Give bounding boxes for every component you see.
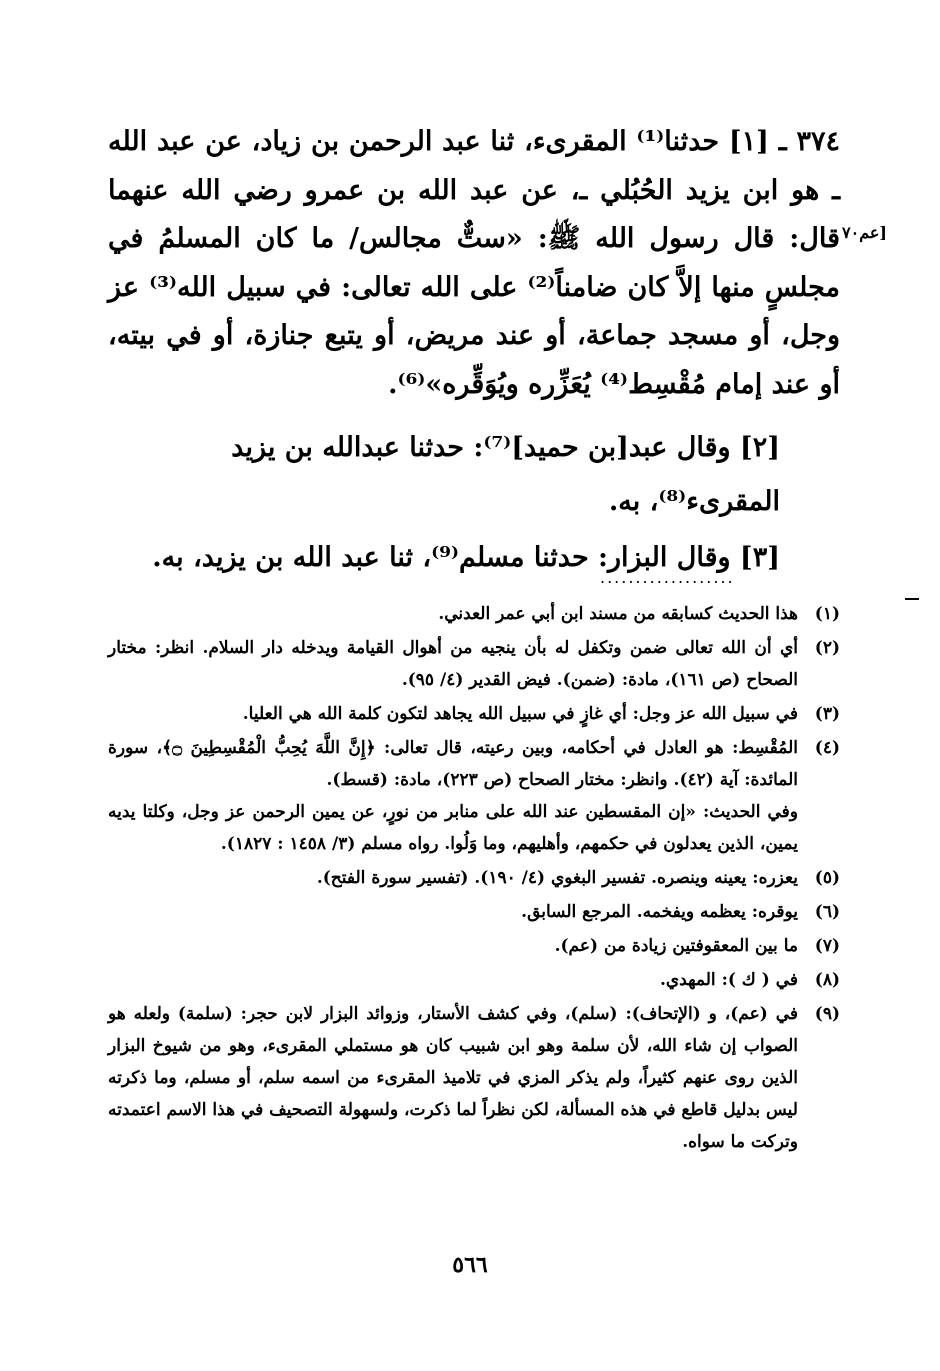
footnote-text: هذا الحديث كسابقه من مسند ابن أبي عمر العدني. <box>438 604 798 624</box>
footnote-text-continued: وفي الحديث: «إن المقسطين عند الله على منابر من نورٍ، عن يمين الرحمن عز وجل، وكلتا يديه يمين، الذين يعدلون في حكمهم، وأهليهم، وما وَلُوا. رواه مسلم (٣/ ١٤٥٨ : ١٨٢٧). <box>108 802 798 854</box>
footnote-text: في ( ك ): المهدي. <box>659 970 798 990</box>
footnote-number: (٩) <box>814 1004 840 1024</box>
footnote-separator: ................... <box>600 568 735 587</box>
footnote <box>108 598 840 630</box>
footnotes <box>108 598 840 1160</box>
margin-tick <box>905 598 919 600</box>
footnote-text: المُقْسِط: هو العادل في أحكامه، وبين رعيته، قال تعالى: ﴿إِنَّ اللَّهَ يُحِبُّ الْمُقْسِطِينَ ۝﴾، سورة المائدة: آية (٤٢). وانظر: مختار الصحاح (ص ٢٢٣)، مادة: (قسط). <box>108 738 799 790</box>
footnote <box>108 732 840 860</box>
footnote-text: ما بين المعقوفتين زيادة من (عم). <box>554 936 798 956</box>
footnote-number: (١) <box>814 604 840 624</box>
footnote-number: (٤) <box>814 738 840 758</box>
footnote-number: (٥) <box>814 868 840 888</box>
footnote-number: (٧) <box>814 936 840 956</box>
footnote <box>108 964 840 996</box>
footnote-number: (٢) <box>814 638 840 658</box>
page-number: ٥٦٦ <box>452 1252 488 1278</box>
manuscript-margin-note: [عم٧٠ <box>842 223 887 242</box>
footnote <box>108 862 840 894</box>
chain-3: [٣] وقال البزار: حدثنا مسلم⁽⁹⁾، ثنا عبد الله بن يزيد، به. <box>152 542 780 573</box>
footnote-text-block <box>108 732 798 860</box>
footnote-text: يعزره: يعينه وينصره. تفسير البغوي (٤/ ١٩٠). (تفسير سورة الفتح). <box>316 868 798 888</box>
footnote <box>108 896 840 928</box>
hadith-text: ٣٧٤ ـ [١] حدثنا⁽¹⁾ المقرىء، ثنا عبد الرحمن بن زياد، عن عبد الله ـ هو ابن يزيد الحُبُلي ـ، عن عبد الله بن عمرو رضي الله عنهما قال: قال رسول الله ﷺ: «ستٌّ مجالس/ ما كان المسلمُ في مجلسٍ منها إلاَّ كان ضامناً⁽²⁾ على الله تعالى: في سبيل الله⁽³⁾ عز وجل، أو مسجد جماعة، أو عند مريض، أو يتبع جنازة، أو في بيته، أو عند إمام مُقْسِط⁽⁴⁾ يُعَزِّره ويُوَقِّره»⁽⁶⁾. <box>108 126 841 400</box>
footnote-text: في سبيل الله عز وجل: أي غازٍ في سبيل الله يجاهد لتكون كلمة الله هي العليا. <box>242 704 798 724</box>
footnote <box>108 632 840 696</box>
main-text <box>108 118 840 585</box>
footnote-number: (٨) <box>814 970 840 990</box>
footnote-text: أي أن الله تعالى ضمن وتكفل له بأن ينجيه من أهوال القيامة ويدخله دار السلام. انظر: مختار الصحاح (ص ١٦١)، مادة: (ضمن). فيض القدير (٤/ ٩٥). <box>108 638 798 690</box>
footnote <box>108 998 840 1158</box>
footnote-text: في (عم)، و (الإتحاف): (سلم)، وفي كشف الأستار، وزوائد البزار لابن حجر: (سلمة) ولعله هو الصواب إن شاء الله، لأن سلمة وهو ابن شبيب كان هو مستملي المقرىء، وهو من شيوخ البزار الذين روى عنهم كثيراً، ولم يذكر المزي في تلاميذ المقرىء من اسمه سلم، أو مسلم، وما ذكرته ليس بدليل قاطع في هذه المسألة، لكن نظراً لما ذكرت، ولسهولة التصحيف في هذا الاسم اعتمدته وتركت ما سواه. <box>108 1004 798 1152</box>
footnote-text: يوقره: يعظمه ويفخمه. المرجع السابق. <box>521 902 798 922</box>
footnote <box>108 698 840 730</box>
footnote-number: (٦) <box>814 902 840 922</box>
footnote <box>108 930 840 962</box>
footnote-number: (٣) <box>814 704 840 724</box>
chain-2: [٢] وقال عبد[بن حميد]⁽⁷⁾: حدثنا عبدالله بن يزيد المقرىء⁽⁸⁾، به. <box>231 432 780 517</box>
